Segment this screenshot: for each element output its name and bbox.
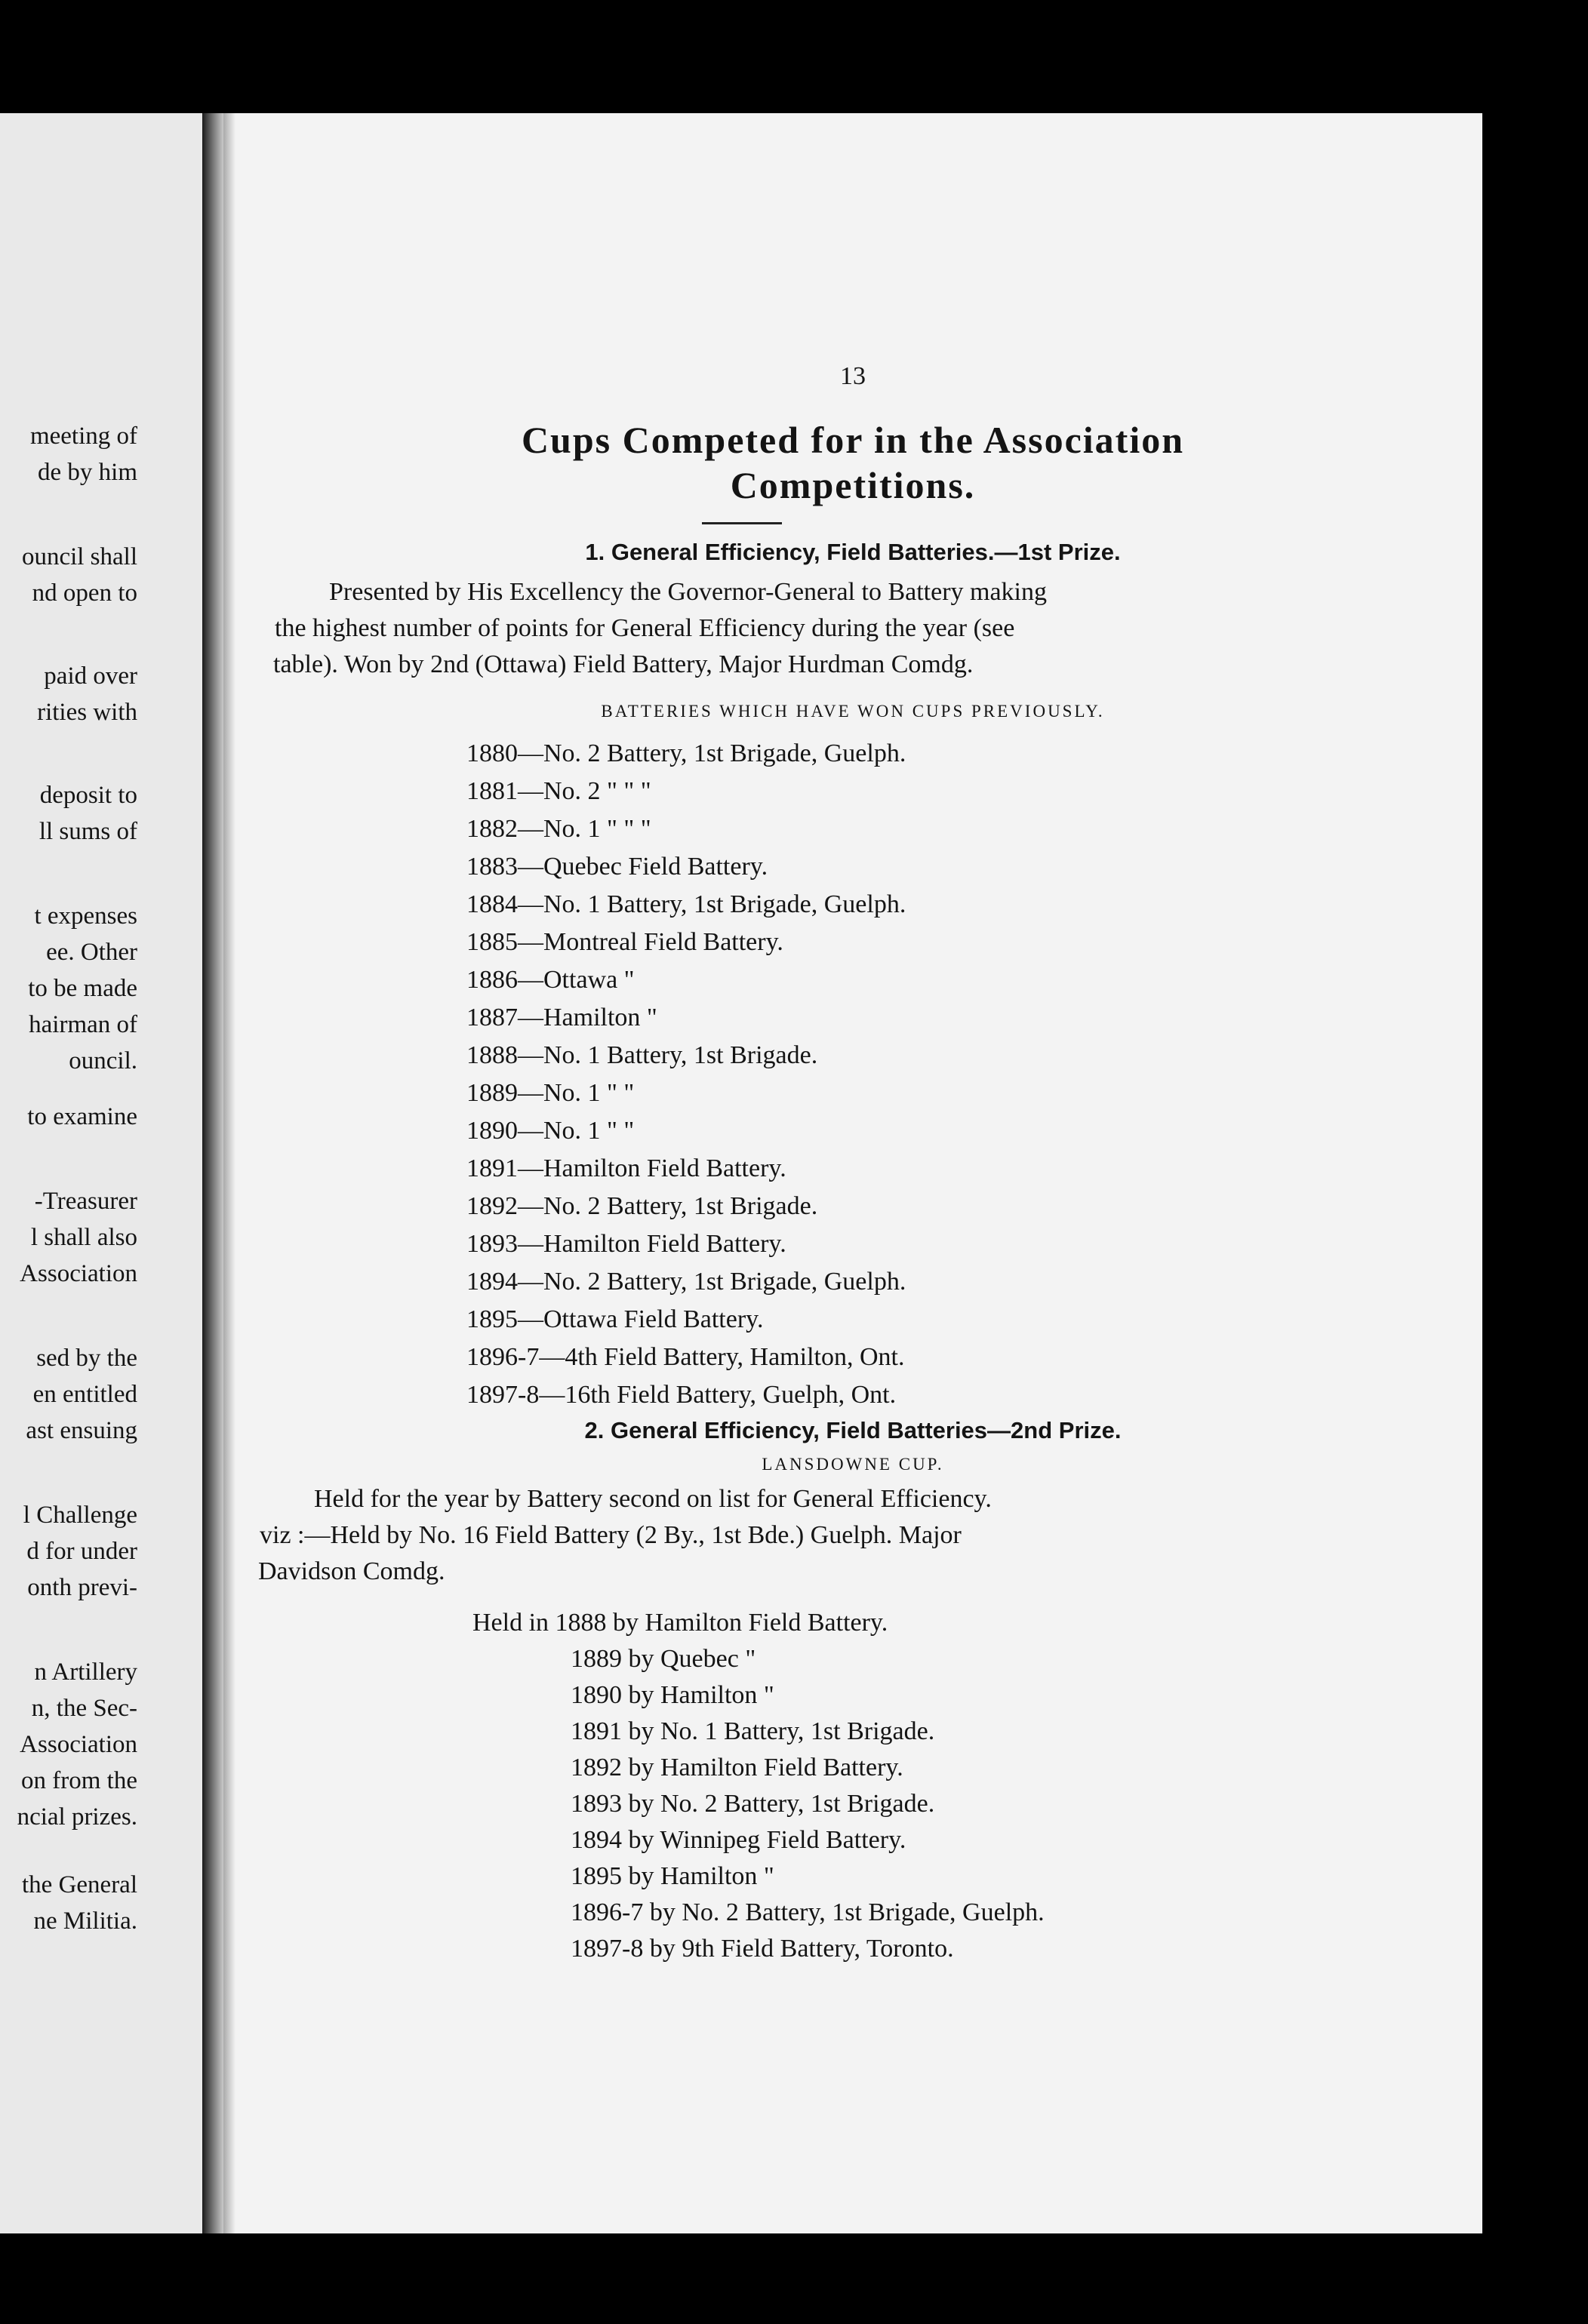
left-page-line: t expenses [34, 902, 137, 930]
list-item: 1887—Hamilton " [466, 1004, 657, 1031]
held-list-item: 1889 by Quebec " [571, 1645, 756, 1673]
held-list-item: 1893 by No. 2 Battery, 1st Brigade. [571, 1790, 935, 1818]
left-page-line: ne Militia. [33, 1907, 137, 1935]
left-page-line: de by him [38, 459, 137, 486]
left-page-line: sed by the [36, 1345, 137, 1372]
left-page-line: rities with [37, 699, 137, 726]
left-page-line: nd open to [32, 579, 137, 607]
left-page-line: to be made [28, 975, 137, 1002]
left-page-line: Association [20, 1731, 137, 1758]
list-item: 1888—No. 1 Battery, 1st Brigade. [466, 1041, 818, 1069]
left-page-line: n Artillery [34, 1658, 137, 1686]
page-title-line-1: Cups Competed for in the Association [521, 419, 1185, 461]
left-page-line: n, the Sec- [31, 1695, 137, 1722]
list-item: 1896-7—4th Field Battery, Hamilton, Ont. [466, 1343, 905, 1371]
section-2-paragraph-line: Davidson Comdg. [258, 1557, 445, 1585]
left-page-line: ast ensuing [26, 1417, 137, 1444]
list-item: 1885—Montreal Field Battery. [466, 928, 783, 956]
held-list-item: 1895 by Hamilton " [571, 1862, 774, 1890]
section-1-subheading: BATTERIES WHICH HAVE WON CUPS PREVIOUSLY. [601, 702, 1105, 721]
left-page-fragment [0, 113, 202, 2233]
left-page-line: l Challenge [23, 1502, 137, 1529]
section-1-heading: 1. General Efficiency, Field Batteries.—1st Prize. [585, 539, 1121, 565]
right-page [223, 113, 1482, 2233]
list-item: 1891—Hamilton Field Battery. [466, 1154, 786, 1182]
section-1-paragraph-line: table). Won by 2nd (Ottawa) Field Battery, Major Hurdman Comdg. [273, 650, 974, 678]
held-list-item: 1890 by Hamilton " [571, 1681, 774, 1709]
left-page-line: ouncil. [69, 1047, 137, 1074]
list-item: 1883—Quebec Field Battery. [466, 853, 768, 881]
title-rule [702, 522, 782, 524]
left-page-line: d for under [26, 1538, 137, 1565]
held-list-item: 1897-8 by 9th Field Battery, Toronto. [571, 1935, 954, 1963]
left-page-line: l shall also [30, 1224, 137, 1251]
left-page-line: onth previ- [27, 1574, 137, 1601]
left-page-line: en entitled [32, 1381, 137, 1408]
list-item: 1884—No. 1 Battery, 1st Brigade, Guelph. [466, 890, 906, 918]
left-page-line: ll sums of [38, 818, 137, 845]
held-list-item: 1891 by No. 1 Battery, 1st Brigade. [571, 1717, 935, 1745]
list-item: 1894—No. 2 Battery, 1st Brigade, Guelph. [466, 1268, 906, 1296]
page-number: 13 [840, 362, 866, 390]
held-list-item: 1892 by Hamilton Field Battery. [571, 1754, 903, 1781]
held-list-item: 1896-7 by No. 2 Battery, 1st Brigade, Guelph. [571, 1898, 1045, 1926]
section-2-paragraph-line: viz :—Held by No. 16 Field Battery (2 By., 1st Bde.) Guelph. Major [260, 1521, 962, 1549]
left-page-line: Association [20, 1260, 137, 1287]
section-2-subheading: LANSDOWNE CUP. [762, 1455, 944, 1474]
list-item: 1893—Hamilton Field Battery. [466, 1230, 786, 1258]
left-page-line: the General [22, 1871, 137, 1898]
left-page-line: deposit to [39, 782, 137, 809]
left-page-line: -Treasurer [34, 1188, 137, 1215]
left-page-line: on from the [21, 1767, 137, 1794]
left-page-line: ouncil shall [21, 543, 137, 570]
section-1-paragraph-line: Presented by His Excellency the Governor-General to Battery making [329, 578, 1048, 606]
left-page-line: paid over [44, 662, 137, 690]
list-item: 1880—No. 2 Battery, 1st Brigade, Guelph. [466, 739, 906, 767]
left-page-line: ee. Other [46, 939, 137, 966]
list-item: 1881—No. 2 " " " [466, 777, 651, 805]
section-1-paragraph-line: the highest number of points for General Efficiency during the year (see [275, 614, 1015, 642]
left-page-line: meeting of [29, 423, 137, 450]
list-item: 1889—No. 1 " " [466, 1079, 635, 1107]
held-first-line: Held in 1888 by Hamilton Field Battery. [472, 1609, 888, 1637]
list-item: 1895—Ottawa Field Battery. [466, 1305, 764, 1333]
left-page-line: to examine [27, 1103, 137, 1130]
section-2-paragraph-line: Held for the year by Battery second on list for General Efficiency. [314, 1485, 992, 1513]
section-2-heading: 2. General Efficiency, Field Batteries—2nd Prize. [584, 1417, 1122, 1443]
list-item: 1892—No. 2 Battery, 1st Brigade. [466, 1192, 818, 1220]
list-item: 1890—No. 1 " " [466, 1117, 635, 1145]
book-spine [202, 113, 223, 2233]
list-item: 1897-8—16th Field Battery, Guelph, Ont. [466, 1381, 897, 1409]
page-title-line-2: Competitions. [730, 464, 976, 506]
left-page-line: ncial prizes. [17, 1803, 137, 1831]
list-item: 1882—No. 1 " " " [466, 815, 651, 843]
list-item: 1886—Ottawa " [466, 966, 635, 994]
held-list-item: 1894 by Winnipeg Field Battery. [571, 1826, 906, 1854]
left-page-line: hairman of [29, 1011, 137, 1038]
